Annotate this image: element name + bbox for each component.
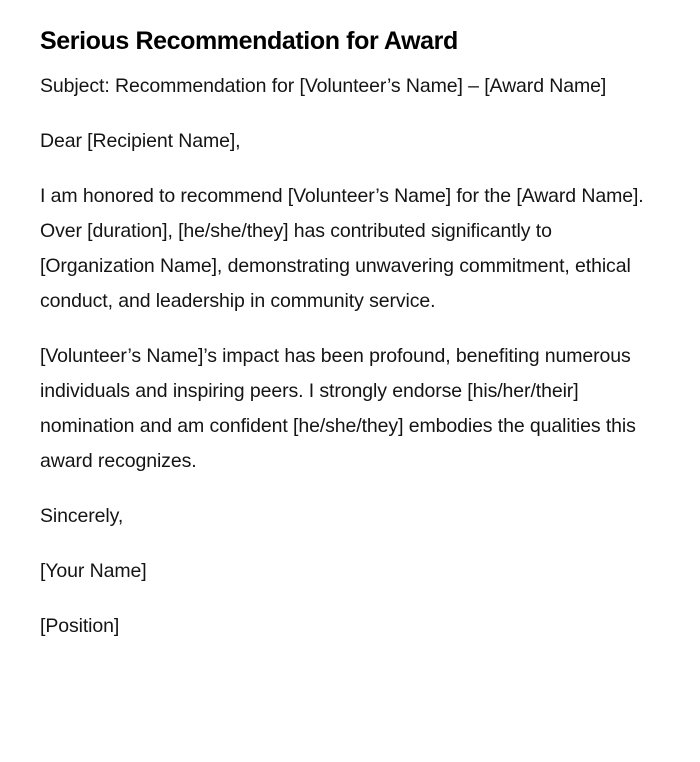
signature-name: [Your Name] <box>40 560 147 582</box>
letter-document <box>40 25 650 664</box>
closing: Sincerely, <box>40 505 124 527</box>
salutation: Dear [Recipient Name], <box>40 130 241 152</box>
body-paragraph-2: [Volunteer’s Name]’s impact has been profound, benefiting numerous individuals and inspiring peers. I strongly endorse [his/her/their] nomination and am confident [he/she/they] embodies the qualities this award recognizes. <box>40 345 636 472</box>
subject-line: Subject: Recommendation for [Volunteer’s Name] – [Award Name] <box>40 75 607 97</box>
signature-position: [Position] <box>40 615 120 637</box>
body-paragraph-1: I am honored to recommend [Volunteer’s Name] for the [Award Name]. Over [duration], [he/she/they] has contributed significantly to [Organization Name], demonstrating unwavering commitment, ethical conduct, and leadership in community service. <box>40 185 644 312</box>
document-title: Serious Recommendation for Award <box>40 27 458 55</box>
